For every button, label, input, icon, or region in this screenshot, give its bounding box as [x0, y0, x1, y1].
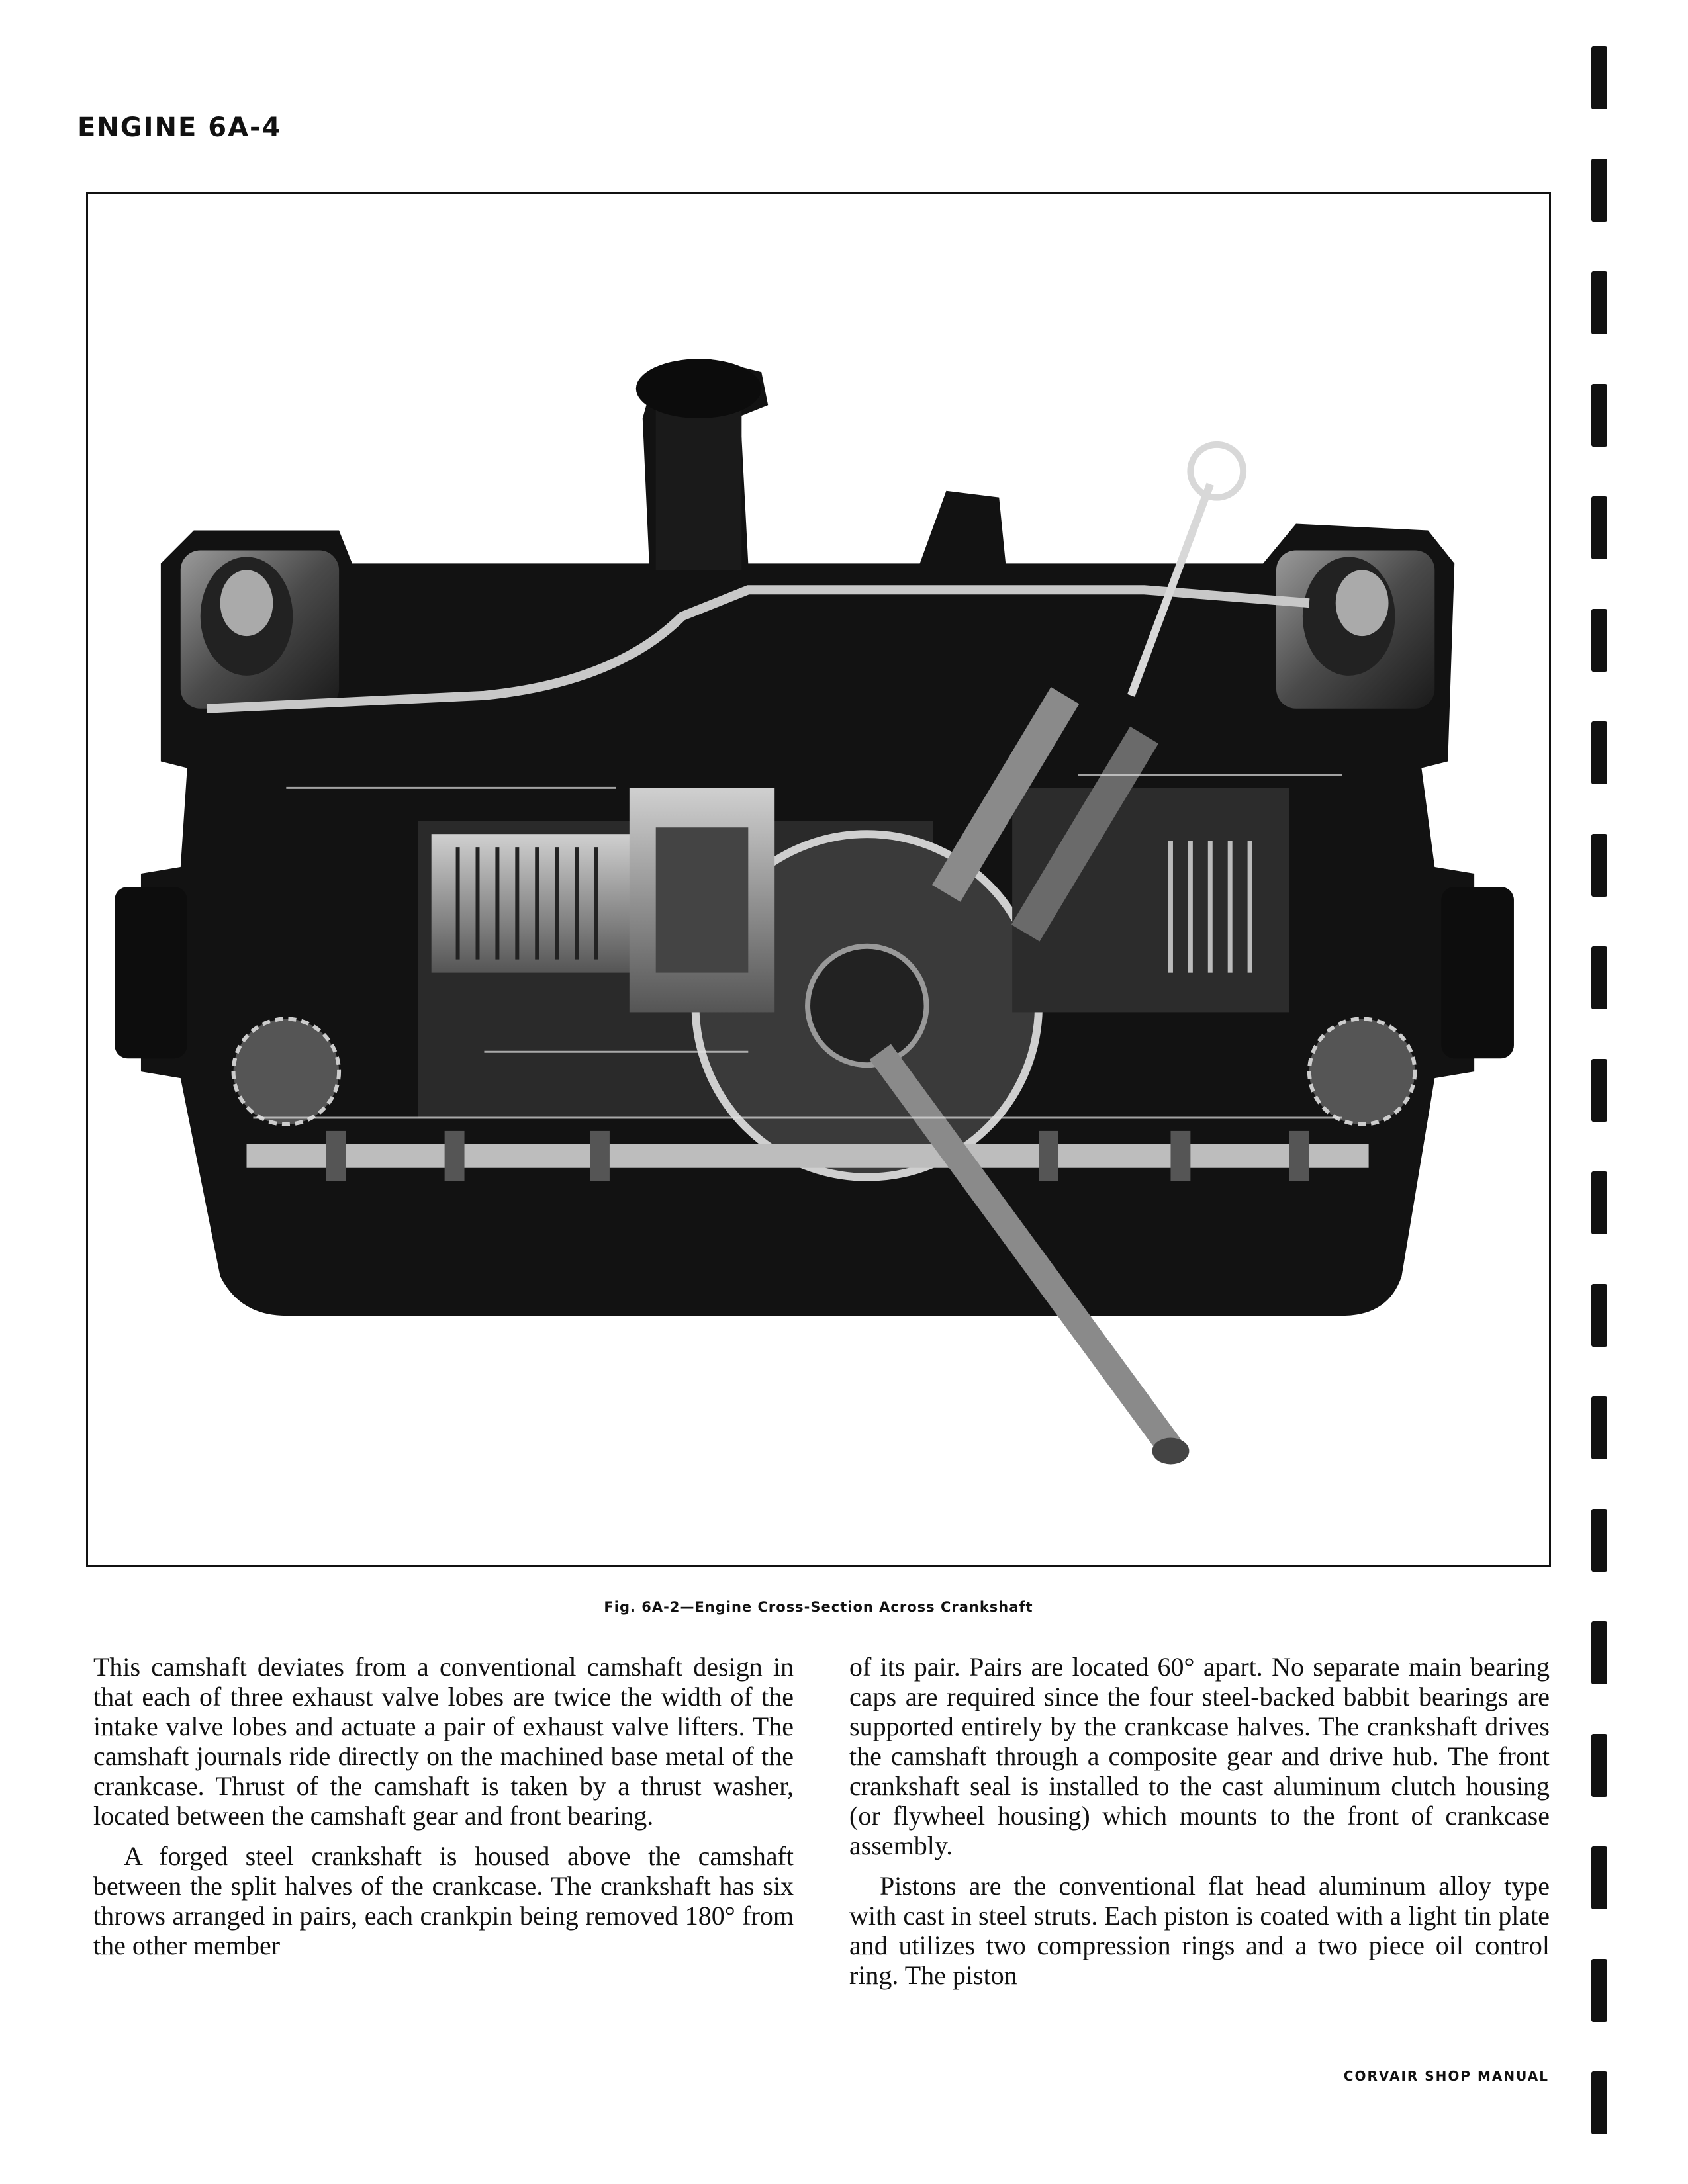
body-left-column	[93, 1652, 794, 1971]
binding-mark	[1591, 1621, 1607, 1684]
binding-mark	[1591, 159, 1607, 222]
page-footer: CORVAIR SHOP MANUAL	[1343, 2068, 1549, 2084]
binding-mark	[1591, 1171, 1607, 1234]
page-header: ENGINE 6A-4	[77, 113, 282, 143]
binding-mark	[1591, 1734, 1607, 1797]
binding-mark	[1591, 946, 1607, 1009]
binding-mark	[1591, 609, 1607, 672]
binding-mark	[1591, 2071, 1607, 2134]
binding-mark	[1591, 384, 1607, 447]
binding-mark	[1591, 1059, 1607, 1122]
body-right-column	[849, 1652, 1550, 2001]
paragraph: This camshaft deviates from a conventional camshaft design in that each of three exhaust valve lobes are twice the width of the intake valve lobes and actuate a pair of exhaust valve lifters. The camshaft journals ride directly on the machined base metal of the crankcase. Thrust of the camshaft is taken by a thrust washer, located between the camshaft gear and front bearing.	[93, 1652, 794, 1831]
paragraph: of its pair. Pairs are located 60° apart. No separate main bearing caps are required since the four steel-backed babbit bearings are supported entirely by the crankcase halves. The crankshaft drives the camshaft through a composite gear and drive hub. The front crankshaft seal is installed to the cast aluminum clutch housing (or flywheel housing) which mounts to the front of crankcase assembly.	[849, 1652, 1550, 1860]
binding-mark	[1591, 721, 1607, 784]
binding-mark	[1591, 496, 1607, 559]
engine-cross-section-figure	[86, 192, 1551, 1567]
engine-illustration	[88, 194, 1549, 1565]
binding-mark	[1591, 1846, 1607, 1909]
binding-mark	[1591, 1284, 1607, 1347]
binding-mark	[1591, 271, 1607, 334]
binding-marks	[1591, 0, 1618, 2184]
binding-mark	[1591, 1959, 1607, 2022]
binding-mark	[1591, 1509, 1607, 1572]
paragraph: A forged steel crankshaft is housed above the camshaft between the split halves of the crankcase. The crankshaft has six throws arranged in pairs, each crankpin being removed 180° from the other member	[93, 1841, 794, 1960]
binding-mark	[1591, 46, 1607, 109]
binding-mark	[1591, 1396, 1607, 1459]
figure-caption: Fig. 6A-2—Engine Cross-Section Across Crankshaft	[604, 1599, 1033, 1615]
binding-mark	[1591, 834, 1607, 897]
paragraph: Pistons are the conventional flat head aluminum alloy type with cast in steel struts. Each piston is coated with a light tin plate and utilizes two compression rings and a two piece oil control ring. The piston	[849, 1871, 1550, 1990]
